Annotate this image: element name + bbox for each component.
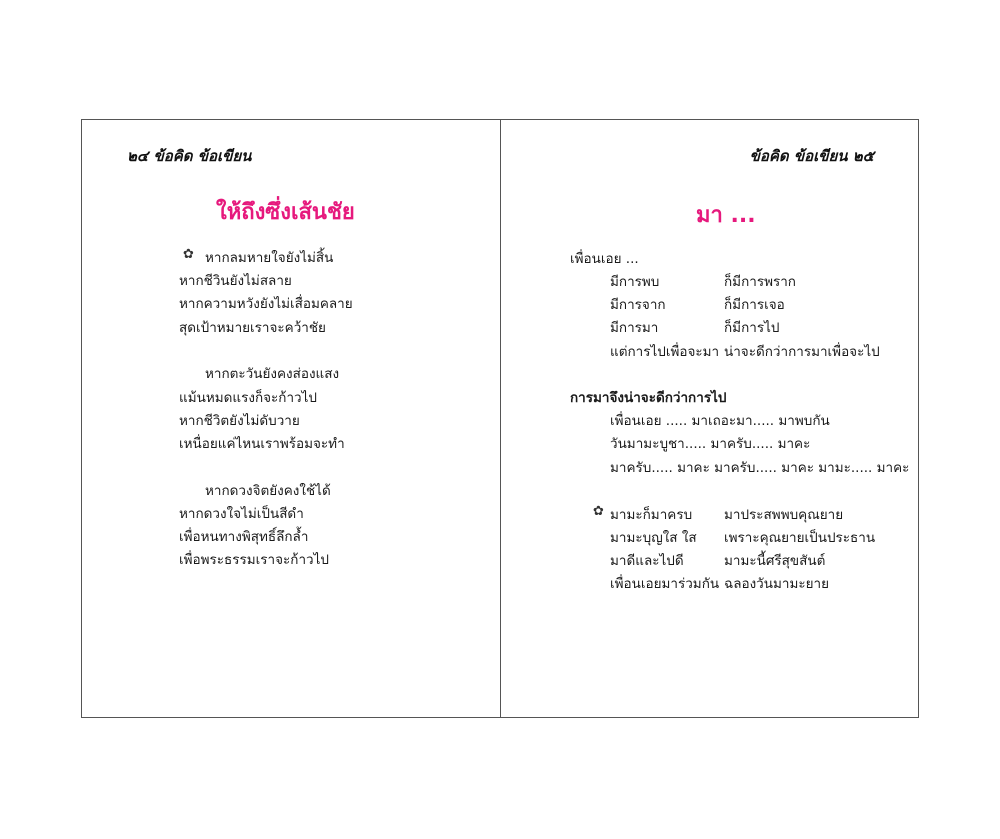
subheading: การมาจึงน่าจะดีกว่าการไป: [570, 390, 727, 406]
poem-line: สุดเป้าหมายเราจะคว้าชัย: [179, 320, 326, 336]
pair-left: มีการจาก: [610, 297, 666, 313]
poem-line: เพื่อพระธรรมเราจะก้าวไป: [179, 552, 329, 568]
pair-right: น่าจะดีกว่าการมาเพื่อจะไป: [724, 344, 880, 360]
page-header: ข้อคิด ข้อเขียน ๒๕: [749, 147, 874, 165]
pair-right: ก็มีการพราก: [724, 274, 796, 290]
flower-bullet-icon: ✿: [183, 247, 194, 262]
pair-left: มามะบุญใส ใส: [610, 530, 697, 546]
pair-right: มาประสพพบคุณยาย: [724, 507, 844, 523]
poem-line: หากดวงจิตยังคงใช้ได้: [205, 483, 331, 499]
pair-right: ก็มีการเจอ: [724, 297, 785, 313]
pair-left: มาดีและไปดี: [610, 553, 684, 569]
pair-right: ก็มีการไป: [724, 320, 780, 336]
right-page: [501, 119, 919, 718]
poem-title: ให้ถึงซึ่งเส้นชัย: [216, 200, 355, 225]
poem-line: แม้นหมดแรงก็จะก้าวไป: [179, 390, 317, 406]
poem-line: เพื่อหนทางพิสุทธิ์ลึกล้ำ: [179, 529, 309, 545]
poem-line: หากชีวิตยังไม่ดับวาย: [179, 413, 300, 429]
pair-left: มีการมา: [610, 320, 659, 336]
poem-line: หากลมหายใจยังไม่สิ้น: [205, 250, 334, 266]
pair-left: แต่การไปเพื่อจะมา: [610, 344, 720, 360]
pair-right: เพราะคุณยายเป็นประธาน: [724, 530, 876, 546]
poem-line: หากชีวินยังไม่สลาย: [179, 273, 292, 289]
poem-line: เพื่อนเอย ...: [570, 251, 639, 267]
pair-right: มามะนี้ศรีสุขสันต์: [724, 553, 826, 569]
pair-left: มามะก็มาครบ: [610, 507, 693, 523]
pair-left: เพื่อนเอยมาร่วมกัน: [610, 576, 720, 592]
poem-line: หากความหวังยังไม่เสื่อมคลาย: [179, 296, 353, 312]
left-page: [82, 119, 500, 718]
poem-line: หากดวงใจไม่เป็นสีดำ: [179, 506, 304, 522]
flower-bullet-icon: ✿: [593, 504, 604, 519]
poem-line: เพื่อนเอย ..... มาเถอะมา..... มาพบกัน: [610, 413, 830, 429]
pair-right: ฉลองวันมามะยาย: [724, 576, 830, 592]
poem-line: หากตะวันยังคงส่องแสง: [205, 366, 340, 382]
poem-title: มา ...: [696, 203, 756, 228]
poem-line: มาครับ..... มาคะ มาครับ..... มาคะ มามะ..... มาคะ: [610, 460, 910, 476]
pair-left: มีการพบ: [610, 274, 660, 290]
page-header: ๒๔ ข้อคิด ข้อเขียน: [127, 147, 252, 165]
poem-line: เหนื่อยแค่ไหนเราพร้อมจะทำ: [179, 436, 345, 452]
poem-line: วันมามะบูชา..... มาครับ..... มาคะ: [610, 436, 811, 452]
